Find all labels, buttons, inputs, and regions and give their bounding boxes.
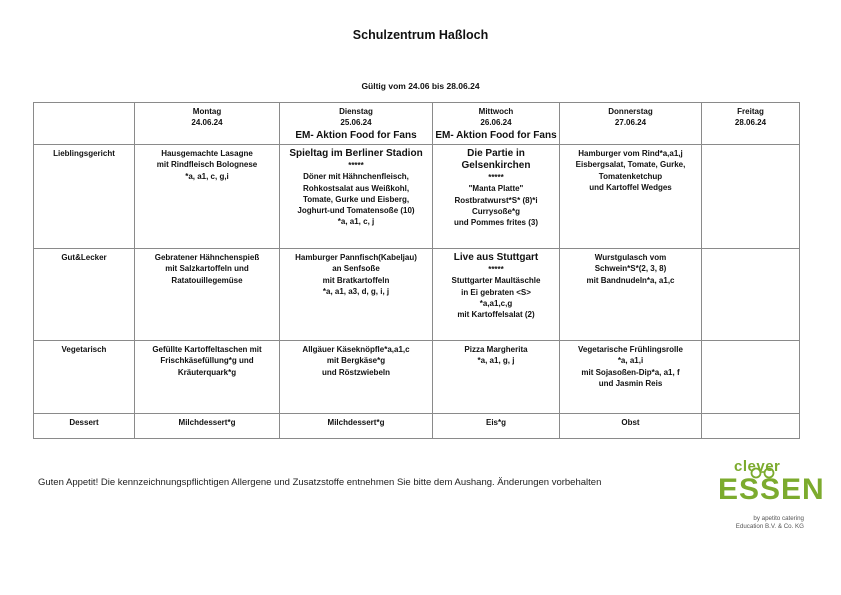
menu-cell [702,341,800,414]
menu-item-line: mit Salzkartoffeln und [165,264,249,274]
menu-cell [280,145,433,249]
day-name: Dienstag [339,107,373,116]
logo-word-essen: ESSEN [718,473,825,506]
header-row [34,103,800,145]
menu-cell [135,414,280,439]
menu-item-line: Hausgemachte Lasagne [161,149,253,158]
menu-item-line: und Pommes frites (3) [453,218,538,228]
menu-cell [135,341,280,414]
menu-item-line: Tomate, Gurke und Eisberg, [302,194,410,204]
day-name: Mittwoch [478,107,514,116]
menu-item-line: Rohkostsalat aus Weißkohl, [302,183,410,193]
menu-item-line: *a, a1, c, j [337,217,375,227]
menu-cell [433,414,560,439]
menu-cell [560,414,702,439]
day-date: 24.06.24 [191,118,223,128]
menu-item-line: *a, a1, g, j [477,356,515,366]
menu-cell [280,341,433,414]
menu-cell [135,145,280,249]
logo-byline-2: Education B.V. & Co. KG [735,523,804,530]
menu-item-line: Hamburger Pannfisch(Kabeljau) [295,253,417,262]
page-title: Schulzentrum Haßloch [352,28,489,42]
logo-byline [712,515,804,531]
menu-item-line: Wurstgulasch vom [594,253,667,262]
day-date: 26.06.24 [480,118,512,128]
menu-item-line: Döner mit Hähnchenfleisch, [303,172,409,182]
menu-item-line: und Kartoffel Wedges [589,182,672,192]
row-label: Vegetarisch [34,341,135,414]
menu-item-line: *a, a1, a3, d, g, i, j [322,286,390,296]
menu-item-line: Gebratener Hähnchenspieß [154,253,260,262]
menu-item-line: "Manta Platte" [468,184,524,194]
menu-item-line: mit Bandnudeln*a, a1,c [586,275,675,285]
menu-item-line: *a, a1,i [617,356,644,366]
menu-item-line: mit Bratkartoffeln [322,275,390,285]
menu-item-line: ***** [488,173,504,182]
menu-row-lieblingsgericht [34,145,800,249]
menu-cell [560,249,702,341]
menu-item-line: Spieltag im Berliner Stadion [289,148,423,159]
menu-item-line: Stuttgarter Maultäschle [451,276,541,286]
menu-item-line: und Röstzwiebeln [322,367,390,377]
row-label: Lieblingsgericht [34,145,135,249]
menu-cell [560,145,702,249]
menu-cell [702,249,800,341]
logo-byline-1: by apetito catering [753,515,804,522]
day-special-event: EM- Aktion Food for Fans [295,129,417,141]
menu-item-line: Currysoße*g [471,206,520,216]
menu-item-line: Kräuterquark*g [177,367,237,377]
menu-row-vegetarisch [34,341,800,414]
day-name: Donnerstag [608,107,653,116]
menu-item-line: Gefüllte Kartoffeltaschen mit [152,345,262,354]
menu-cell [702,414,800,439]
menu-item-line: an Senfsoße [332,264,380,274]
footer-note: Guten Appetit! Die kennzeichnungspflichtigen Allergene und Zusatzstoffe entnehmen Sie bitte dem Aushang. Änderungen vorbehalten [38,477,602,488]
menu-item-line: mit Sojasoßen-Dip*a, a1, f [581,367,680,377]
menu-cell [433,341,560,414]
row-label: Dessert [34,414,135,439]
day-header-montag [135,103,280,145]
day-header-freitag [702,103,800,145]
menu-item-line: Allgäuer Käseknöpfle*a,a1,c [302,345,410,354]
day-name: Montag [192,107,222,116]
menu-item-line: *a,a1,c,g [479,298,513,308]
day-date: 27.06.24 [614,118,647,128]
menu-table [33,102,800,439]
menu-item-line: Tomatenketchup [598,171,663,181]
menu-item-line: ***** [348,161,364,170]
menu-item-line: mit Rindfleisch Bolognese [156,160,258,170]
clever-essen-logo [712,458,825,538]
menu-cell [560,341,702,414]
day-name: Freitag [737,107,764,116]
day-header-donnerstag [560,103,702,145]
menu-cell [280,414,433,439]
menu-item-line: Milchdessert*g [327,418,385,427]
menu-cell [280,249,433,341]
day-header-mittwoch [433,103,560,145]
menu-item-line: Ratatouillegemüse [171,275,243,285]
menu-item-line: Hamburger vom Rind*a,a1,j [578,149,683,158]
menu-item-line: ***** [488,265,504,274]
corner-cell [34,103,135,145]
menu-item-line: und Jasmin Reis [598,378,663,388]
menu-item-line: Vegetarische Frühlingsrolle [578,345,683,354]
menu-cell [433,249,560,341]
day-date: 25.06.24 [340,118,372,128]
validity-period: Gültig vom 24.06 bis 28.06.24 [361,81,480,91]
logo-word-clever: clever [734,458,781,475]
menu-item-line: Die Partie in Gelsenkirchen [461,148,531,171]
menu-item-line: Obst [621,418,640,427]
day-special-event: EM- Aktion Food for Fans [435,129,557,141]
menu-item-line: Pizza Margherita [464,345,528,354]
day-header-dienstag [280,103,433,145]
menu-item-line: Joghurt-und Tomatensoße (10) [297,206,415,216]
menu-cell [135,249,280,341]
menu-item-line: Rostbratwurst*S* (8)*i [454,195,538,205]
menu-item-line: Milchdessert*g [178,418,236,427]
menu-item-line: Schwein*S*(2, 3, 8) [594,264,667,274]
menu-item-line: in Ei gebraten <S> [461,287,531,297]
menu-row-gut-lecker [34,249,800,341]
menu-cell [433,145,560,249]
menu-item-line: Eis*g [485,418,506,427]
menu-cell [702,145,800,249]
row-label: Gut&Lecker [34,249,135,341]
menu-item-line: mit Kartoffelsalat (2) [457,310,535,320]
menu-item-line: Live aus Stuttgart [453,252,539,263]
menu-row-dessert [34,414,800,439]
menu-item-line: mit Bergkäse*g [326,356,386,366]
menu-item-line: *a, a1, c, g,i [185,171,229,181]
day-date: 28.06.24 [734,118,767,128]
menu-item-line: Frischkäsefüllung*g und [160,356,254,366]
menu-item-line: Eisbergsalat, Tomate, Gurke, [575,160,686,170]
